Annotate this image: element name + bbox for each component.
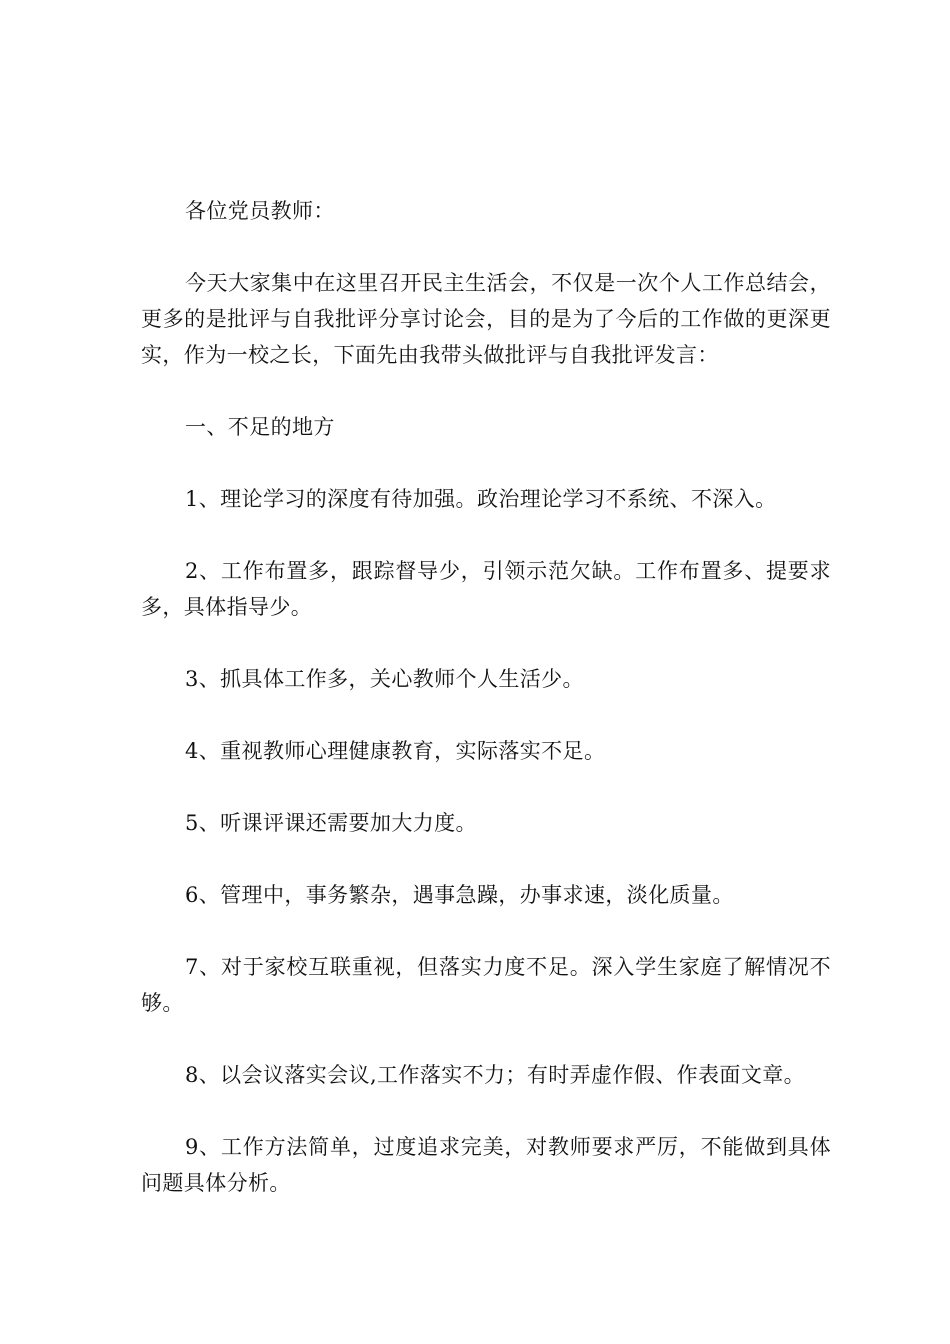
- list-item: 9、工作方法简单，过度追求完美，对教师要求严厉，不能做到具体问题具体分析。: [141, 1135, 831, 1195]
- list-item: 5、听课评课还需要加大力度。: [185, 811, 477, 835]
- list-item: 8、以会议落实会议,工作落实不力；有时弄虚作假、作表面文章。: [185, 1063, 806, 1087]
- list-item: 2、工作布置多，跟踪督导少，引领示范欠缺。工作布置多、提要求多，具体指导少。: [141, 559, 831, 619]
- section-heading: 一、不足的地方: [185, 415, 335, 439]
- list-item: 6、管理中，事务繁杂，遇事急躁，办事求速，淡化质量。: [185, 883, 734, 907]
- list-item: 7、对于家校互联重视，但落实力度不足。深入学生家庭了解情况不够。: [141, 955, 831, 1015]
- list-item: 4、重视教师心理健康教育，实际落实不足。: [185, 739, 606, 763]
- list-item: 3、抓具体工作多，关心教师个人生活少。: [185, 667, 584, 691]
- list-item: 1、理论学习的深度有待加强。政治理论学习不系统、不深入。: [185, 487, 777, 511]
- document-body: [141, 193, 831, 1237]
- salutation: 各位党员教师：: [185, 199, 335, 223]
- intro-paragraph: 今天大家集中在这里召开民主生活会，不仅是一次个人工作总结会，更多的是批评与自我批评分享讨论会，目的是为了今后的工作做的更深更实，作为一校之长，下面先由我带头做批评与自我批评发言：: [141, 271, 831, 367]
